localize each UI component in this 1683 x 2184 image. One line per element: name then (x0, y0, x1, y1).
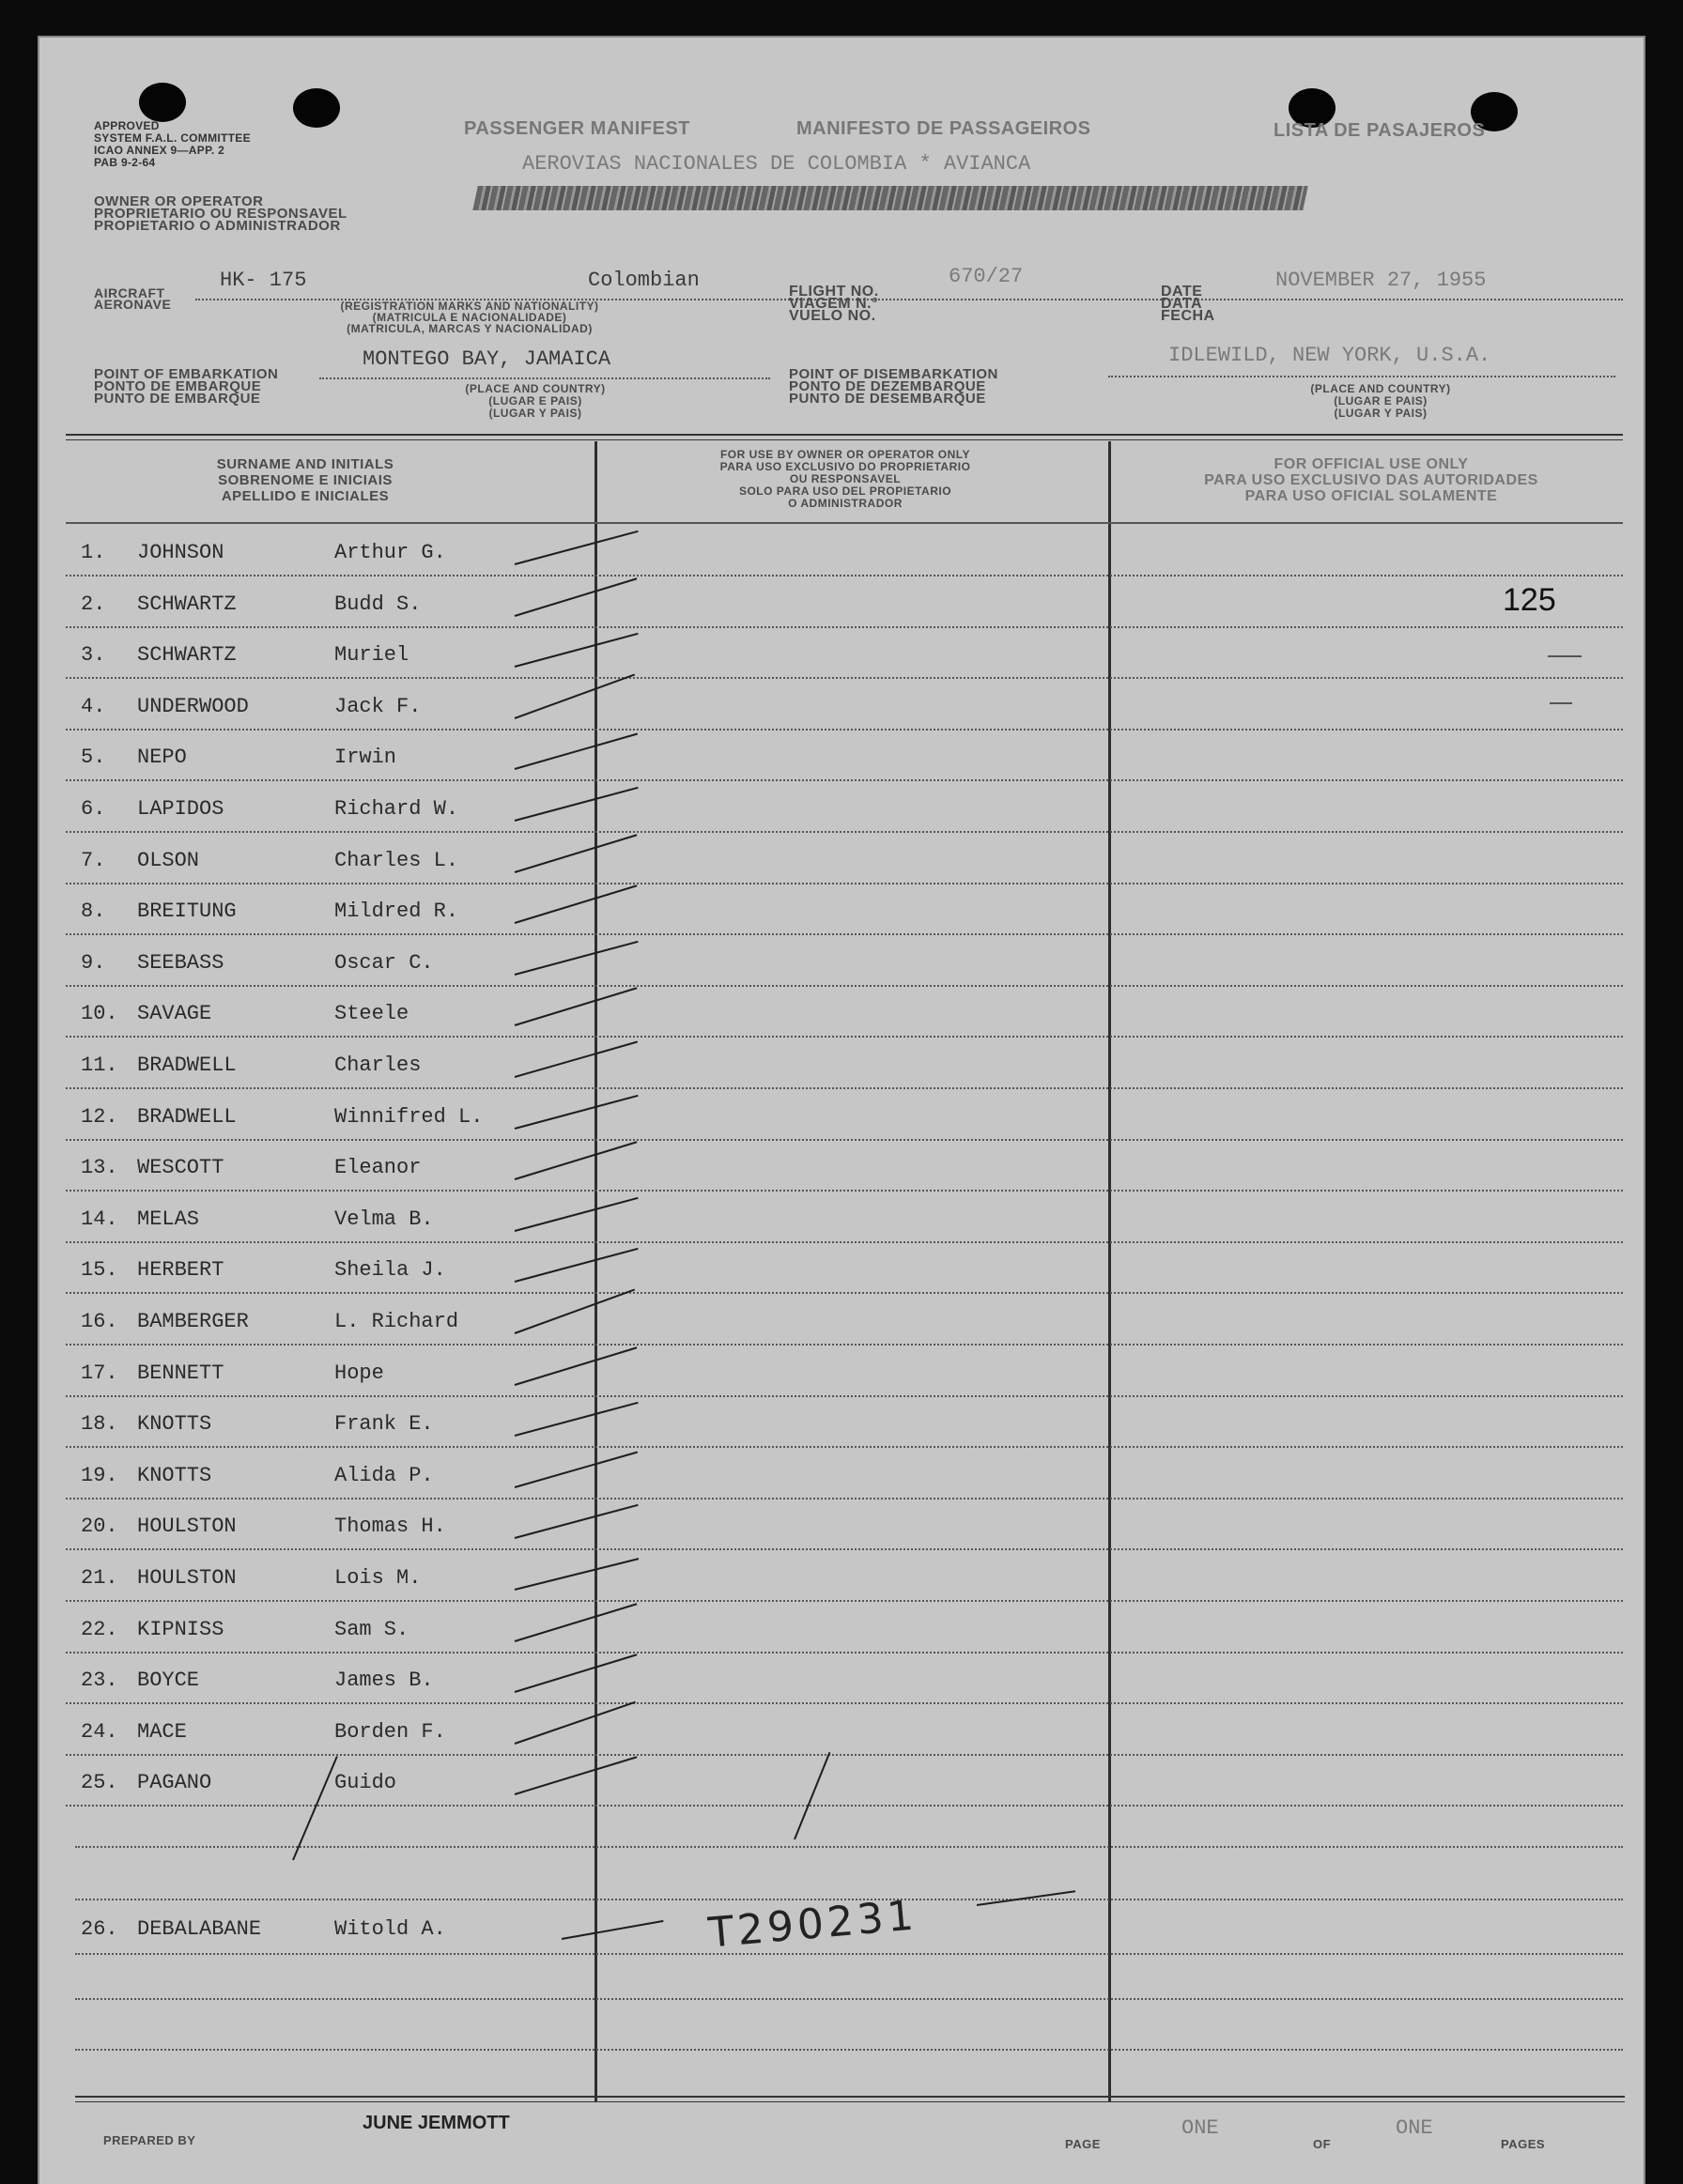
row-rule (66, 1652, 1623, 1653)
row-rule (66, 626, 1623, 628)
passenger-number: 18. (81, 1412, 118, 1436)
passenger-surname: LAPIDOS (137, 797, 224, 821)
passenger-surname: BOYCE (137, 1669, 200, 1692)
passenger-row (77, 1771, 1580, 1799)
passenger-row (77, 1515, 1580, 1543)
header-line: SOLO PARA USO DEL PROPIETARIO (738, 484, 952, 498)
passenger-given-name: Alida P. (334, 1464, 434, 1487)
aircraft-registration: HK- 175 (220, 269, 307, 292)
passenger-surname: KNOTTS (137, 1412, 212, 1436)
date-label (1161, 285, 1215, 322)
aircraft-label-line: AERONAVE (94, 297, 172, 312)
row-rule (75, 2049, 1623, 2051)
punch-hole (139, 83, 186, 122)
table-bottom-rule (75, 2096, 1625, 2102)
passenger-given-name: Sam S. (334, 1618, 409, 1641)
embark-label (94, 368, 278, 405)
official-note: 125 (1503, 582, 1556, 618)
passenger-given-name: Guido (334, 1771, 397, 1794)
names-column-header (150, 456, 460, 504)
passenger-given-name: Arthur G. (334, 541, 446, 564)
passenger-given-name: Irwin (334, 746, 397, 769)
caption-line: (PLACE AND COUNTRY) (465, 382, 606, 395)
passenger-given-name: Budd S. (334, 592, 422, 616)
passenger-given-name: Charles L. (334, 849, 459, 872)
date-label-line: DATA (1161, 296, 1203, 312)
struck-out-operator (472, 186, 1308, 210)
passenger-number: 5. (81, 746, 106, 769)
passenger-given-name: Richard W. (334, 797, 459, 821)
passenger-number: 8. (81, 900, 106, 923)
owner-label-line: PROPIETARIO O ADMINISTRADOR (94, 218, 341, 234)
approval-line: APPROVED (94, 119, 160, 132)
passenger-row (77, 746, 1580, 774)
embark-value: MONTEGO BAY, JAMAICA (363, 347, 611, 371)
passenger-surname: BRADWELL (137, 1105, 237, 1129)
header-line: O ADMINISTRADOR (788, 497, 903, 510)
title-english: PASSENGER MANIFEST (464, 118, 690, 139)
row-rule (75, 1953, 1623, 1955)
passenger-given-name: Velma B. (334, 1207, 434, 1231)
row-rule (66, 677, 1623, 679)
passenger-row (77, 592, 1580, 621)
passenger-number: 3. (81, 643, 106, 667)
passenger-surname: SCHWARTZ (137, 643, 237, 667)
passenger-number: 21. (81, 1566, 118, 1590)
passenger-given-name: Thomas H. (334, 1515, 446, 1538)
header-line: FOR USE BY OWNER OR OPERATOR ONLY (719, 448, 971, 461)
passenger-surname: DEBALABANE (137, 1917, 262, 1941)
disembark-caption (1287, 383, 1475, 420)
passenger-number: 24. (81, 1720, 118, 1744)
disembark-label (789, 368, 998, 405)
passenger-row (77, 900, 1580, 928)
caption-line: (LUGAR E PAIS) (488, 394, 582, 408)
header-line: PARA USO OFICIAL SOLAMENTE (1244, 488, 1498, 504)
disembark-label-line: PONTO DE DEZEMBARQUE (789, 378, 986, 394)
approval-line: SYSTEM F.A.L. COMMITTEE (94, 131, 251, 145)
caption-line: (LUGAR E PAIS) (1334, 394, 1428, 408)
row-rule (66, 1344, 1623, 1346)
owner-column-header (601, 449, 1089, 510)
passenger-given-name: Mildred R. (334, 900, 459, 923)
disembark-rule (1108, 376, 1615, 377)
page-number: ONE (1181, 2116, 1219, 2140)
passenger-given-name: Charles (334, 1054, 422, 1077)
passenger-number: 16. (81, 1310, 118, 1333)
passenger-given-name: Eleanor (334, 1156, 422, 1179)
row-rule (66, 883, 1623, 884)
title-spanish: LISTA DE PASAJEROS (1274, 120, 1486, 141)
flight-label-line: VUELO NO. (789, 308, 876, 324)
official-mark (1550, 702, 1572, 704)
owner-label (94, 195, 432, 232)
header-line: PARA USO EXCLUSIVO DO PROPRIETARIO (719, 460, 971, 473)
flight-date: NOVEMBER 27, 1955 (1275, 269, 1487, 292)
header-line: OU RESPONSAVEL (789, 472, 902, 485)
row-rule (75, 1846, 1623, 1848)
date-label-line: DATE (1161, 284, 1203, 300)
passenger-row (77, 1361, 1580, 1390)
row-rule (66, 1805, 1623, 1807)
passenger-given-name: Borden F. (334, 1720, 446, 1744)
prepared-by: JUNE JEMMOTT (363, 2113, 510, 2133)
passenger-surname: NEPO (137, 746, 187, 769)
passenger-number: 15. (81, 1258, 118, 1282)
row-rule (66, 1548, 1623, 1550)
row-rule (66, 779, 1623, 781)
passenger-row (77, 695, 1580, 723)
passenger-surname: MELAS (137, 1207, 200, 1231)
row-rule (66, 1139, 1623, 1141)
approval-line: PAB 9-2-64 (94, 156, 156, 169)
passenger-number: 13. (81, 1156, 118, 1179)
row-rule (66, 1190, 1623, 1192)
passenger-number: 10. (81, 1002, 118, 1025)
passenger-given-name: Sheila J. (334, 1258, 446, 1282)
passenger-surname: WESCOTT (137, 1156, 224, 1179)
caption-line: (MATRICULA E NACIONALIDADE) (372, 311, 567, 324)
passenger-given-name: L. Richard (334, 1310, 459, 1333)
passenger-row (77, 643, 1580, 671)
header-line: APELLIDO E INICIALES (221, 488, 390, 504)
passenger-number: 14. (81, 1207, 118, 1231)
caption-line: (LUGAR Y PAIS) (488, 407, 582, 420)
approval-line: ICAO ANNEX 9—APP. 2 (94, 144, 225, 157)
row-rule (66, 1395, 1623, 1397)
passenger-row (77, 1412, 1580, 1440)
passenger-row (77, 1207, 1580, 1236)
row-rule (66, 1600, 1623, 1602)
header-line: SURNAME AND INITIALS (216, 456, 394, 472)
flight-label (789, 285, 879, 322)
prepared-by-label: PREPARED BY (103, 2133, 196, 2147)
passenger-row (77, 1310, 1580, 1338)
passenger-surname: OLSON (137, 849, 200, 872)
of-label: OF (1313, 2137, 1332, 2151)
disembark-label-line: PUNTO DE DESEMBARQUE (789, 391, 986, 407)
passenger-given-name: Hope (334, 1361, 384, 1385)
passenger-given-name: Frank E. (334, 1412, 434, 1436)
passenger-given-name: Winnifred L. (334, 1105, 484, 1129)
row-rule (66, 1754, 1623, 1756)
header-line: PARA USO EXCLUSIVO DAS AUTORIDADES (1204, 472, 1538, 488)
official-column-header (1108, 456, 1634, 504)
date-label-line: FECHA (1161, 308, 1215, 324)
passenger-surname: KNOTTS (137, 1464, 212, 1487)
embark-rule (319, 377, 770, 379)
passenger-number: 20. (81, 1515, 118, 1538)
passenger-surname: MACE (137, 1720, 187, 1744)
passenger-surname: HOULSTON (137, 1566, 237, 1590)
passenger-number: 2. (81, 592, 106, 616)
passenger-surname: UNDERWOOD (137, 695, 249, 718)
passenger-surname: BAMBERGER (137, 1310, 249, 1333)
row-rule (66, 575, 1623, 577)
flight-label-line: FLIGHT NO. (789, 284, 879, 300)
aircraft-label (94, 287, 171, 310)
title-portuguese: MANIFESTO DE PASSAGEIROS (796, 118, 1091, 139)
passenger-given-name: Steele (334, 1002, 409, 1025)
passenger-row (77, 1105, 1580, 1133)
flight-label-line: VIAGEM N.° (789, 296, 878, 312)
passenger-number: 12. (81, 1105, 118, 1129)
row-rule (66, 933, 1623, 935)
passenger-given-name: Oscar C. (334, 951, 434, 975)
passenger-surname: BENNETT (137, 1361, 224, 1385)
passenger-number: 1. (81, 541, 106, 564)
embark-caption (441, 383, 629, 420)
passenger-surname: HERBERT (137, 1258, 224, 1282)
caption-line: (REGISTRATION MARKS AND NATIONALITY) (340, 300, 599, 313)
disembark-label-line: POINT OF DISEMBARKATION (789, 366, 998, 382)
official-mark (1548, 655, 1582, 657)
passenger-row (77, 1464, 1580, 1492)
row-rule (66, 1087, 1623, 1089)
passenger-number: 23. (81, 1669, 118, 1692)
caption-line: (MATRICULA, MARCAS Y NACIONALIDAD) (347, 322, 593, 335)
passenger-row (77, 1720, 1580, 1748)
passenger-number: 9. (81, 951, 106, 975)
row-rule (66, 1446, 1623, 1448)
passenger-row (77, 1156, 1580, 1184)
owner-label-line: OWNER OR OPERATOR (94, 193, 264, 209)
passenger-row (77, 1258, 1580, 1286)
passenger-row (77, 541, 1580, 569)
passenger-surname: PAGANO (137, 1771, 212, 1794)
passenger-row (77, 797, 1580, 825)
row-rule (66, 985, 1623, 987)
passenger-number: 4. (81, 695, 106, 718)
flight-number: 670/27 (949, 265, 1024, 288)
passenger-number: 11. (81, 1054, 118, 1077)
handwritten-number: T290231 (706, 1891, 919, 1958)
passenger-row (77, 1669, 1580, 1697)
passenger-surname: KIPNISS (137, 1618, 224, 1641)
total-pages: ONE (1396, 2116, 1433, 2140)
passenger-surname: BREITUNG (137, 900, 237, 923)
passenger-given-name: Muriel (334, 643, 409, 667)
passenger-surname: BRADWELL (137, 1054, 237, 1077)
row-rule (66, 831, 1623, 833)
row-rule (66, 1241, 1623, 1243)
passenger-number: 17. (81, 1361, 118, 1385)
row-rule (75, 1998, 1623, 2000)
table-top-rule (66, 434, 1623, 440)
passenger-surname: HOULSTON (137, 1515, 237, 1538)
operator-name: AEROVIAS NACIONALES DE COLOMBIA * AVIANCA (522, 152, 1031, 176)
row-rule (66, 1498, 1623, 1500)
header-separator (66, 522, 1623, 524)
registration-caption (282, 300, 657, 334)
passenger-given-name: Lois M. (334, 1566, 422, 1590)
passenger-number: 6. (81, 797, 106, 821)
disembark-value: IDLEWILD, NEW YORK, U.S.A. (1168, 344, 1491, 367)
passenger-surname: SAVAGE (137, 1002, 212, 1025)
row-rule (66, 1036, 1623, 1038)
caption-line: (LUGAR Y PAIS) (1334, 407, 1428, 420)
passenger-given-name: Witold A. (334, 1917, 446, 1941)
passenger-surname: SEEBASS (137, 951, 224, 975)
aircraft-label-line: AIRCRAFT (94, 285, 165, 300)
passenger-given-name: Jack F. (334, 695, 422, 718)
aircraft-nationality: Colombian (588, 269, 700, 292)
passenger-given-name: James B. (334, 1669, 434, 1692)
header-line: SOBRENOME E INICIAIS (218, 472, 393, 488)
passenger-row (77, 1002, 1580, 1030)
owner-label-line: PROPRIETARIO OU RESPONSAVEL (94, 206, 347, 222)
row-rule (66, 1702, 1623, 1704)
header-line: FOR OFFICIAL USE ONLY (1274, 456, 1469, 472)
passenger-number: 22. (81, 1618, 118, 1641)
embark-label-line: PUNTO DE EMBARQUE (94, 391, 261, 407)
passenger-row (77, 1618, 1580, 1646)
approval-block (94, 120, 338, 169)
row-rule (66, 1292, 1623, 1294)
passenger-number: 25. (81, 1771, 118, 1794)
passenger-row (77, 1054, 1580, 1082)
passenger-surname: JOHNSON (137, 541, 224, 564)
passenger-row (77, 849, 1580, 877)
page-label: PAGE (1065, 2137, 1101, 2151)
passenger-surname: SCHWARTZ (137, 592, 237, 616)
passenger-number: 7. (81, 849, 106, 872)
passenger-number: 26. (81, 1917, 118, 1941)
passenger-row (77, 1566, 1580, 1594)
embark-label-line: POINT OF EMBARKATION (94, 366, 279, 382)
row-rule (66, 729, 1623, 731)
caption-line: (PLACE AND COUNTRY) (1310, 382, 1451, 395)
passenger-number: 19. (81, 1464, 118, 1487)
pages-label: PAGES (1501, 2137, 1546, 2151)
passenger-row (77, 951, 1580, 979)
embark-label-line: PONTO DE EMBARQUE (94, 378, 262, 394)
